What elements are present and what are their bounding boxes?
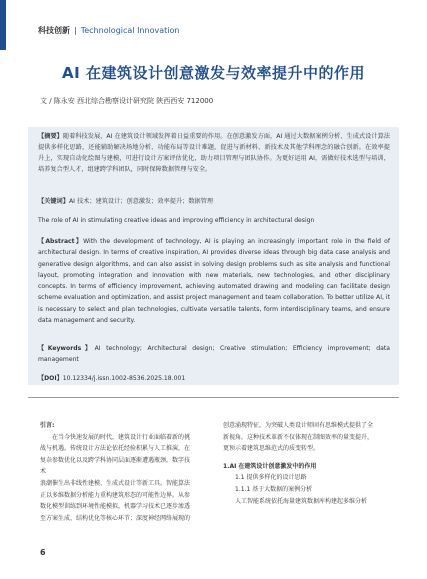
keywords-cn-text: AI 技术；建筑设计；创意激发；效率提升；数据管理 — [68, 198, 214, 205]
page-header — [0, 0, 427, 50]
keywords-cn — [38, 196, 390, 207]
doi-text: 10.12334/j.issn.1002-8536.2025.18.001 — [62, 375, 186, 382]
subsection-1-1: 1.1 提供多样化的设计思路 — [235, 474, 307, 482]
body-line: 浪潮催生出非线性建模、生成式设计等新工具。智能算法 — [40, 479, 191, 487]
body-line: 创意涌现特征，为突破人类设计师固有思维模式提供了全 — [223, 422, 374, 429]
keywords-en-label: 【Keywords】 — [38, 345, 95, 352]
body-line: 新视角。这种技术革新不仅体现在制图效率的量变提升， — [223, 433, 374, 441]
body-line: 正以多维数据分析能力重构建筑形态的可能性边界。从参 — [40, 491, 191, 499]
doi — [38, 373, 390, 384]
keywords-en-text: AI technology; Architectural design; Creative stimulation; Efficiency improvement; data management — [38, 345, 391, 364]
subsection-1-1-1: 1.1.1 基于大数据的案例分析 — [235, 485, 313, 493]
author-line: 文 / 陈永安 西北综合勘察设计研究院 陕西西安 712000 — [40, 97, 214, 105]
page-number: 6 — [40, 548, 46, 557]
abstract-cn-text: 随着科技发展，AI 在建筑设计领域发挥着日益重要的作用。在创意激发方面，AI 通过大数据案例分析、生成式设计算法提供多样化思路，还能辅助解决场地分析、功能布局等设计难题，促进与新材料、新技术及其他学科理念的融合创新。在效率提升上，实现自动化绘图与建模，可进行设计方案评估优化，助力项目管理与团队协作。为更好运用 AI，需做好技术选型与培训，培养复合型人才，组建跨学科团队，同时保障数据管理与安全。 — [38, 133, 391, 173]
title-en: The role of AI in stimulating creative ideas and improving efficiency in architectural design — [38, 217, 315, 224]
keywords-en — [38, 343, 390, 366]
abstract-en-label: 【Abstract】 — [38, 238, 84, 245]
section-heading — [38, 26, 179, 36]
abstract-cn — [38, 131, 390, 175]
abstract-cn-label: 【摘要】 — [38, 133, 63, 140]
section-name-cn: 科技创新 — [38, 26, 70, 35]
section-separator: | — [74, 26, 77, 35]
body-line: 至方案生成、结构优化等核心环节；深度神经网络展现的 — [40, 514, 191, 522]
intro-heading: 引言: — [40, 422, 55, 429]
body-line: 更预示着建筑思维范式的质变转型。 — [223, 445, 320, 453]
section-1-heading: 1.AI 在建筑设计创意激发中的作用 — [223, 462, 317, 470]
doi-label: 【DOI】 — [38, 375, 63, 382]
header-accent-bar — [0, 0, 6, 50]
section-name-en: Technological Innovation — [80, 26, 180, 35]
body-line: 数化模型训练到环境性能模拟，机器学习技术已逐步渗透 — [40, 503, 191, 511]
body-line: 战与机遇。传统设计方法论依托经验积累与人工推演，在 — [40, 445, 191, 453]
abstract-en — [38, 236, 390, 326]
keywords-cn-label: 【关键词】 — [38, 198, 69, 205]
section-divider — [28, 397, 399, 398]
body-line: 复杂参数优化以及跨学科协同层面逐渐遭遇瓶颈。数字技术 — [40, 456, 191, 476]
body-column-right — [223, 420, 393, 507]
body-line: 人工智能系统依托海量建筑数据库构建起多维分析 — [235, 497, 368, 505]
article-title: AI 在建筑设计创意激发与效率提升中的作用 — [62, 64, 365, 82]
body-column-left — [40, 420, 195, 524]
body-line: 在当今快速发展的时代，建筑设计行业面临着新的挑 — [52, 433, 191, 441]
abstract-en-text: With the development of technology, AI is playing an increasingly important role in the field of architectural design. In terms of creative inspiration, AI provides diverse ideas through big data case analysis and generative design algorithms, and can also assist in solving design problems such as site analysis and functional layout, promoting integration and innovation with new materials, new technologies, and other disciplinary concepts. In terms of efficiency improvement, achieving automated drawing and modeling can facilitate design scheme evaluation and optimization, and assist project management and team collaboration. To better utilize AI, it is necessary to select and plan technologies, cultivate versatile talents, form interdisciplinary teams, and ensure data management and security. — [38, 238, 390, 325]
